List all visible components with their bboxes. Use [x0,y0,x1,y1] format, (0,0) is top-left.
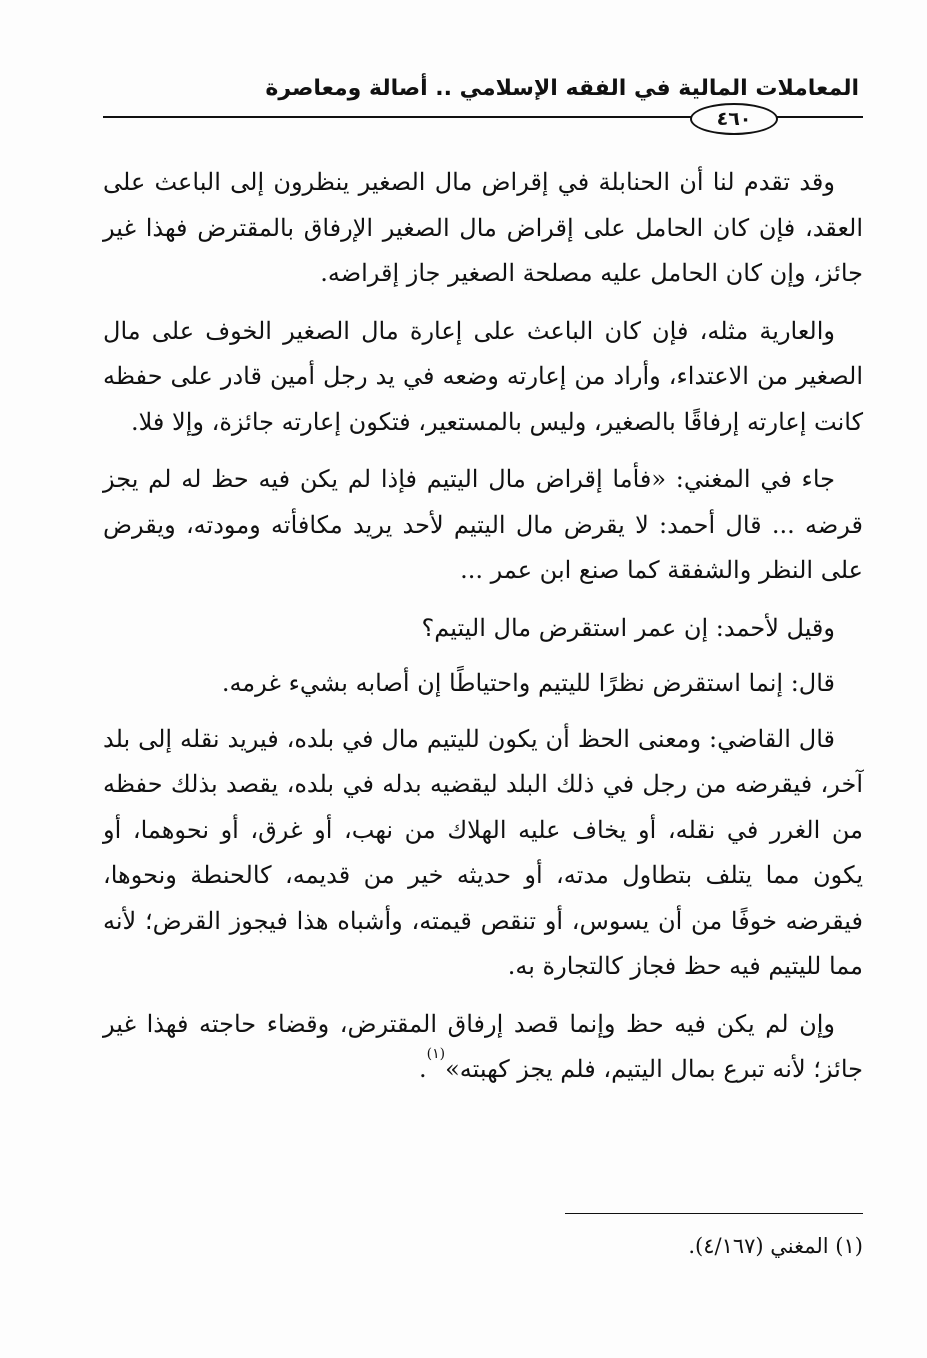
paragraph-3-quote: جاء في المغني: «فأما إقراض مال اليتيم فإذا لم يكن فيه حظ له لم يجز قرضه ... قال أحمد: لا يقرض مال اليتيم لأحد يريد مكافأته ومودته، ويقرض على النظر والشفقة كما صنع ابن عمر ... [103,465,863,584]
page-number: ٤٦٠ [690,103,778,135]
paragraph-1: وقد تقدم لنا أن الحنابلة في إقراض مال الصغير ينظرون إلى الباعث على العقد، فإن كان الحامل على إقراض مال الصغير الإرفاق بالمقترض فهذا غير جائز، وإن كان الحامل عليه مصلحة الصغير جاز إقراضه. [103,168,863,287]
paragraph-4: وقيل لأحمد: إن عمر استقرض مال اليتيم؟ [421,613,835,642]
paragraph-7-text: وإن لم يكن فيه حظ وإنما قصد إرفاق المقترض، وقضاء حاجته فهذا غير جائز؛ لأنه تبرع بمال اليتيم، فلم يجز كهبته» [103,1009,863,1083]
paragraph-5: قال: إنما استقرض نظرًا لليتيم واحتياطًا إن أصابه بشيء غرمه. [221,669,835,697]
footnote-separator [565,1213,863,1214]
main-text [103,160,863,1105]
paragraph-7 [103,1002,863,1093]
paragraph-6: قال القاضي: ومعنى الحظ أن يكون لليتيم مال في بلده، فيريد نقله إلى بلد آخر، فيقرضه من رجل في ذلك البلد ليقضيه بدله في بلده، يقصد بذلك حفظه من الغرر في نقله، أو يخاف عليه الهلاك من نهب، أو غرق، أو نحوهما، أو يكون مما يتلف بتطاول مدته، أو حديثه خير من قديمه، كالحنطة ونحوها، فيقرضه خوفًا من أن يسوس، أو تنقص قيمته، وأشباه هذا فيجوز القرض؛ لأنه مما لليتيم فيه حظ فجاز كالتجارة به. [103,724,864,980]
paragraph-2: والعارية مثله، فإن كان الباعث على إعارة مال الصغير الخوف على مال الصغير من الاعتداء، وأراد من إعارته وضعه في يد رجل أمين قادر على حفظه كانت إعارته إرفاقًا بالصغير، وليس بالمستعير، فتكون إعارته جائزة، وإلا فلا. [103,316,863,436]
paragraph-7-end: . [419,1055,427,1083]
footnote-1: (١) المغني (٤/١٦٧). [688,1234,863,1258]
running-header-title: المعاملات المالية في الفقه الإسلامي .. أصالة ومعاصرة [265,76,859,101]
footnote-marker: (١) [426,1046,446,1062]
